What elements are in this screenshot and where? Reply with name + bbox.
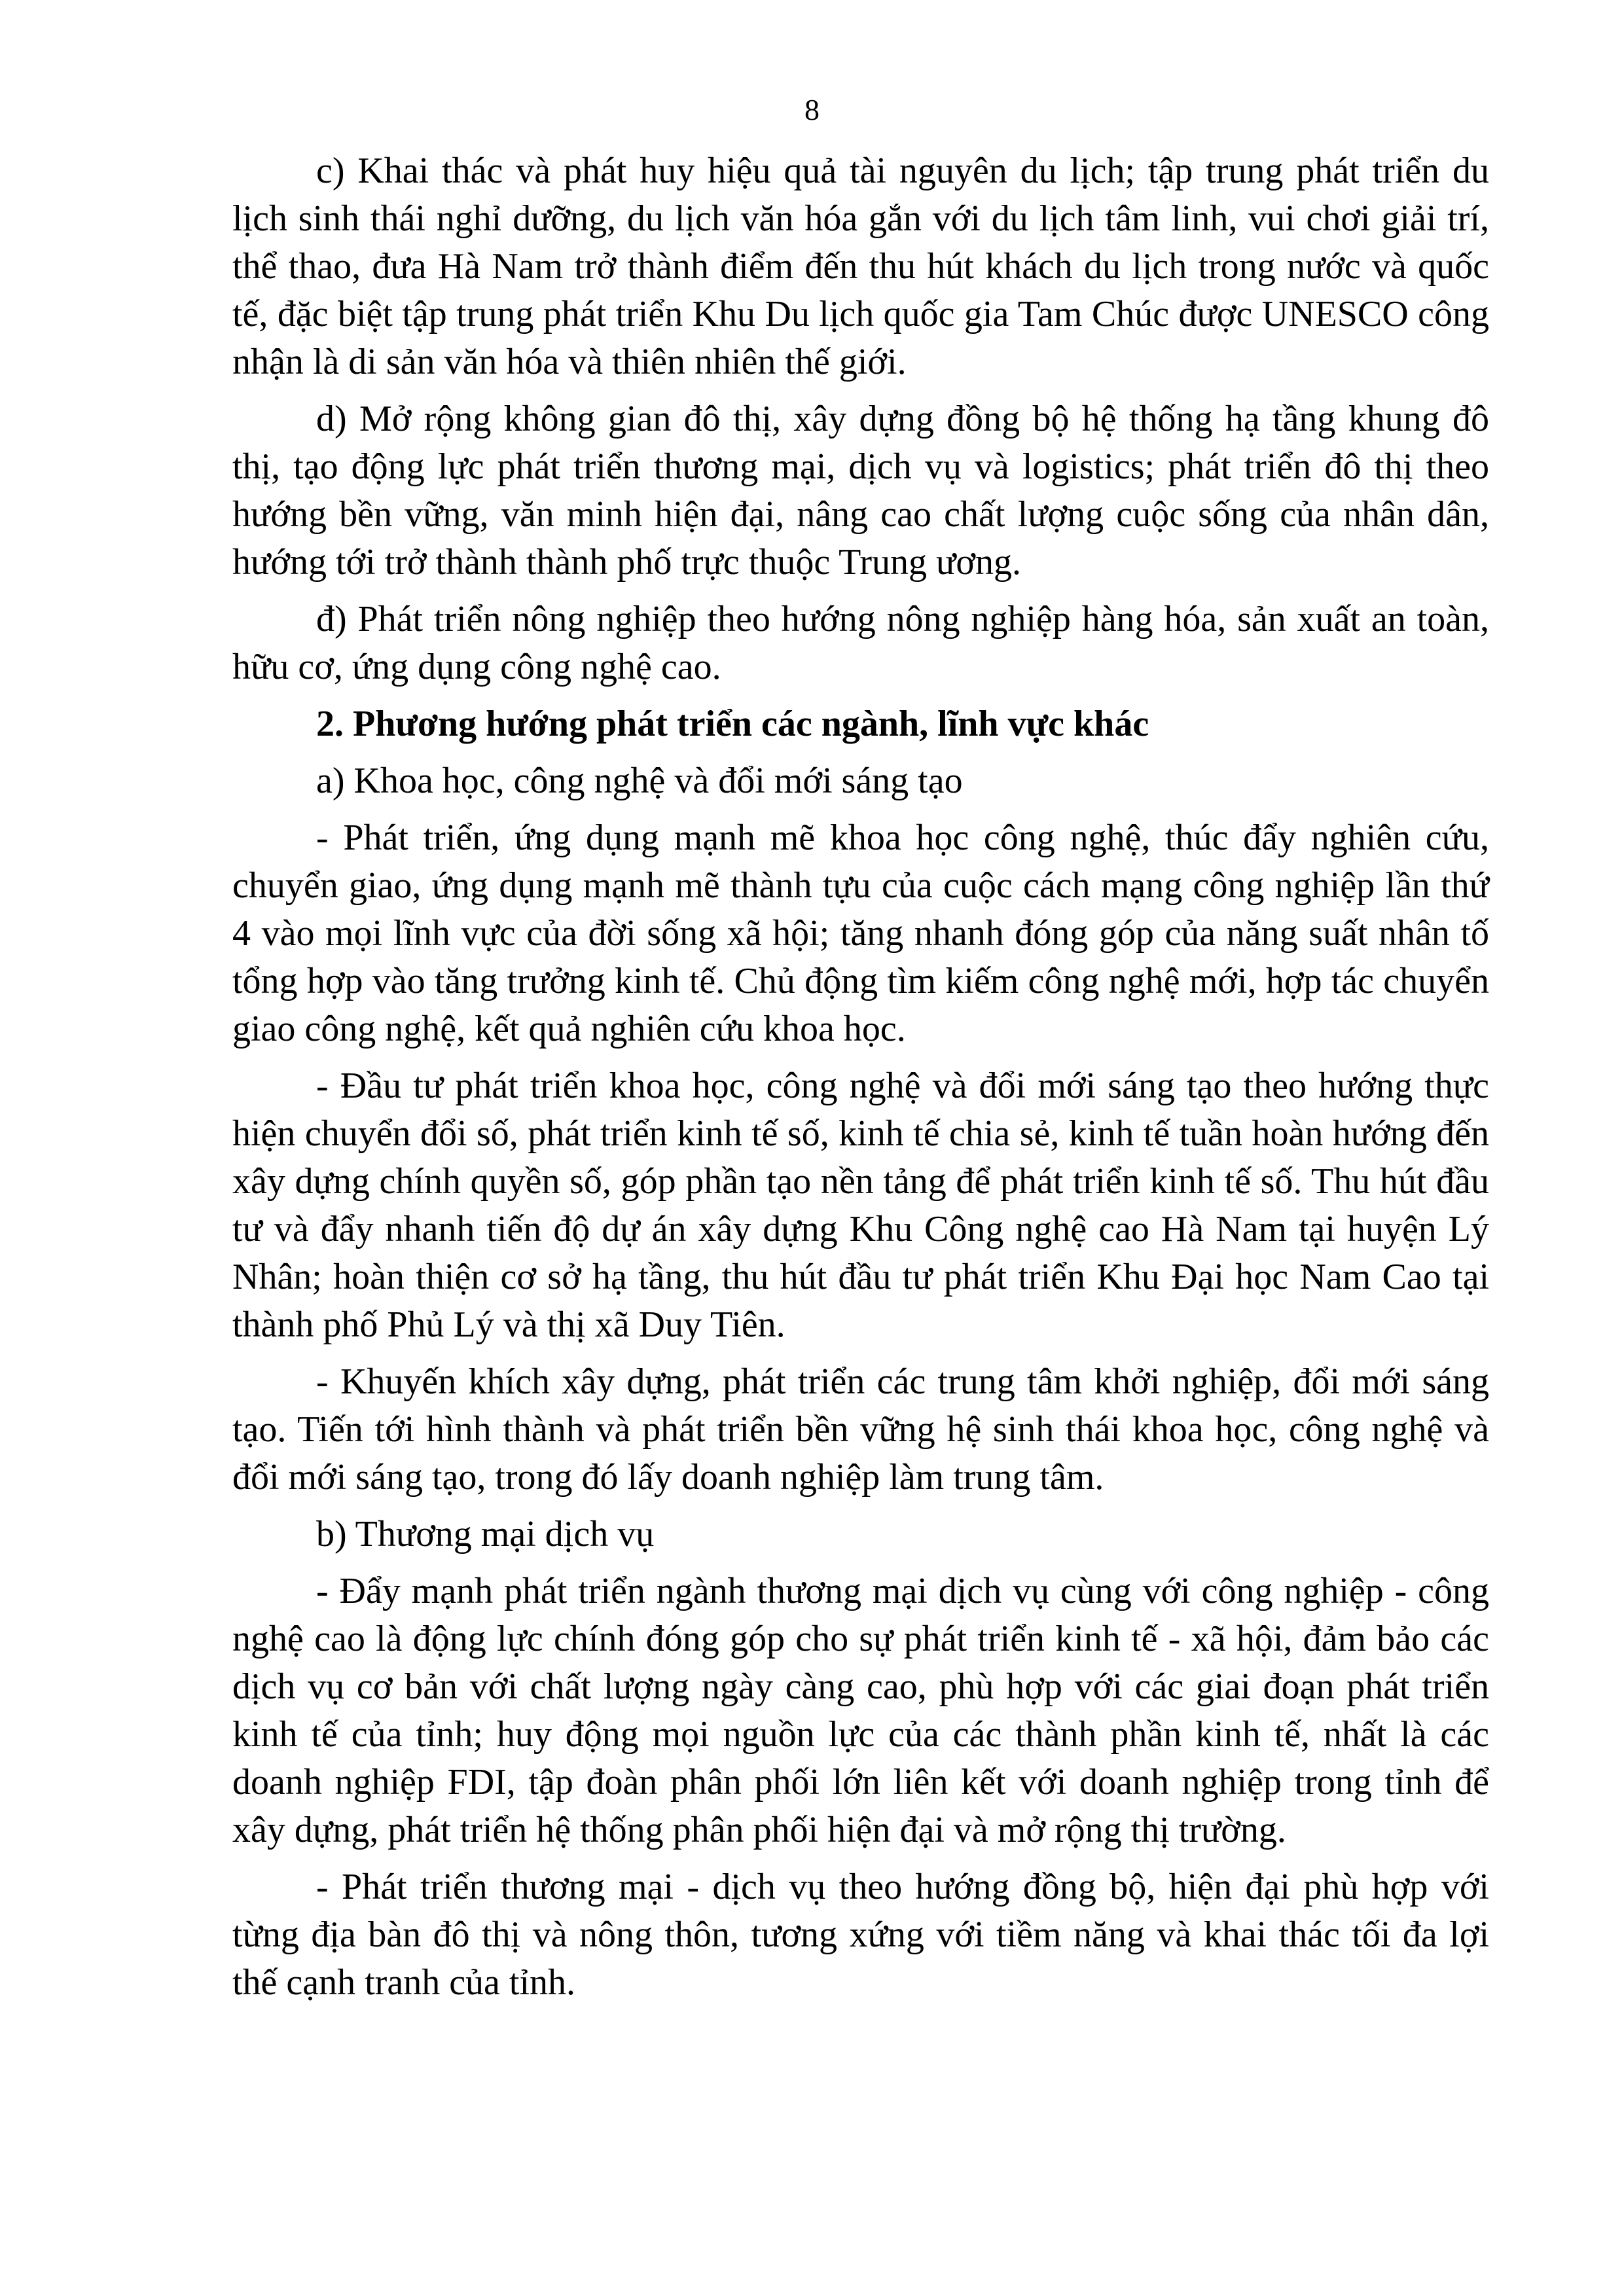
paragraph-science-1: - Phát triển, ứng dụng mạnh mẽ khoa học công nghệ, thúc đẩy nghiên cứu, chuyển giao, ứng dụng mạnh mẽ thành tựu của cuộc cách mạng công nghiệp lần thứ 4 vào mọi lĩnh vực của đời sống xã hội; tăng nhanh đóng góp của năng suất nhân tố tổng hợp vào tăng trưởng kinh tế. Chủ động tìm kiếm công nghệ mới, hợp tác chuyển giao công nghệ, kết quả nghiên cứu khoa học. bbox=[232, 817, 1489, 1049]
paragraph-tourism: c) Khai thác và phát huy hiệu quả tài nguyên du lịch; tập trung phát triển du lịch sinh thái nghỉ dưỡng, du lịch văn hóa gắn với du lịch tâm linh, vui chơi giải trí, thể thao, đưa Hà Nam trở thành điểm đến thu hút khách du lịch trong nước và quốc tế, đặc biệt tập trung phát triển Khu Du lịch quốc gia Tam Chúc được UNESCO công nhận là di sản văn hóa và thiên nhiên thế giới. bbox=[232, 151, 1489, 382]
section-heading: 2. Phương hướng phát triển các ngành, lĩnh vực khác bbox=[316, 704, 1149, 744]
page-body bbox=[232, 147, 1489, 2016]
paragraph-science-2: - Đầu tư phát triển khoa học, công nghệ và đổi mới sáng tạo theo hướng thực hiện chuyển đổi số, phát triển kinh tế số, kinh tế chia sẻ, kinh tế tuần hoàn hướng đến xây dựng chính quyền số, góp phần tạo nền tảng để phát triển kinh tế số. Thu hút đầu tư và đẩy nhanh tiến độ dự án xây dựng Khu Công nghệ cao Hà Nam tại huyện Lý Nhân; hoàn thiện cơ sở hạ tầng, thu hút đầu tư phát triển Khu Đại học Nam Cao tại thành phố Phủ Lý và thị xã Duy Tiên. bbox=[232, 1066, 1489, 1345]
subsection-trade-title: b) Thương mại dịch vụ bbox=[316, 1514, 655, 1554]
paragraph-science-3: - Khuyến khích xây dựng, phát triển các trung tâm khởi nghiệp, đổi mới sáng tạo. Tiến tới hình thành và phát triển bền vững hệ sinh thái khoa học, công nghệ và đổi mới sáng tạo, trong đó lấy doanh nghiệp làm trung tâm. bbox=[232, 1361, 1489, 1498]
paragraph-agriculture: đ) Phát triển nông nghiệp theo hướng nông nghiệp hàng hóa, sản xuất an toàn, hữu cơ, ứng dụng công nghệ cao. bbox=[232, 599, 1489, 687]
page-number: 8 bbox=[804, 93, 820, 126]
paragraph-trade-2: - Phát triển thương mại - dịch vụ theo hướng đồng bộ, hiện đại phù hợp với từng địa bàn đô thị và nông thôn, tương xứng với tiềm năng và khai thác tối đa lợi thế cạnh tranh của tỉnh. bbox=[232, 1867, 1489, 2003]
paragraph-trade-1: - Đẩy mạnh phát triển ngành thương mại dịch vụ cùng với công nghiệp - công nghệ cao là động lực chính đóng góp cho sự phát triển kinh tế - xã hội, đảm bảo các dịch vụ cơ bản với chất lượng ngày càng cao, phù hợp với các giai đoạn phát triển kinh tế của tỉnh; huy động mọi nguồn lực của các thành phần kinh tế, nhất là các doanh nghiệp FDI, tập đoàn phân phối lớn liên kết với doanh nghiệp trong tỉnh để xây dựng, phát triển hệ thống phân phối hiện đại và mở rộng thị trường. bbox=[232, 1571, 1489, 1850]
subsection-science-title: a) Khoa học, công nghệ và đổi mới sáng tạo bbox=[316, 761, 963, 801]
paragraph-urban-space: d) Mở rộng không gian đô thị, xây dựng đồng bộ hệ thống hạ tầng khung đô thị, tạo động lực phát triển thương mại, dịch vụ và logistics; phát triển đô thị theo hướng bền vững, văn minh hiện đại, nâng cao chất lượng cuộc sống của nhân dân, hướng tới trở thành thành phố trực thuộc Trung ương. bbox=[232, 399, 1489, 583]
